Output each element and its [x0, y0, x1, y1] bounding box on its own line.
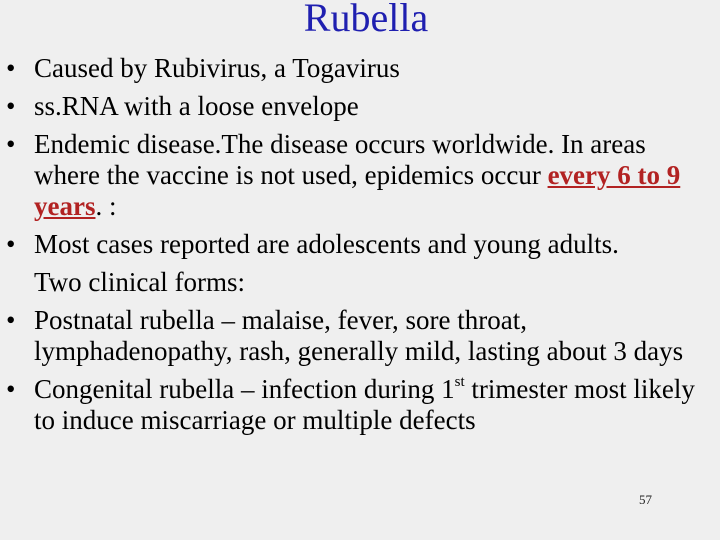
slide-title: Rubella [303, 0, 429, 40]
bullet-text: Congenital rubella – infection during 1 [34, 374, 455, 404]
page-number: 57 [639, 492, 652, 507]
bullet-text: Endemic disease.The disease occurs worldwide. In areas where the vaccine is not used, epidemics occur [34, 129, 646, 190]
bullet-item [0, 129, 720, 222]
bullet-text: Postnatal rubella – malaise, fever, sore throat, lymphadenopathy, rash, generally mild, lasting about 3 days [34, 305, 684, 366]
subheading [0, 267, 720, 298]
superscript: st [454, 374, 465, 390]
bullet-item [0, 305, 720, 367]
bullet-list [0, 53, 720, 443]
bullet-text-suffix: . : [95, 191, 117, 221]
bullet-item [0, 374, 720, 436]
bullet-text-suffix: trimester most likely to induce miscarriage or multiple defects [34, 374, 695, 435]
bullet-item [0, 53, 720, 84]
highlighted-text: every 6 to 9 years [34, 160, 681, 221]
bullet-text: Most cases reported are adolescents and young adults. [34, 229, 619, 259]
bullet-item [0, 229, 720, 260]
bullet-item [0, 91, 720, 122]
bullet-text: Caused by Rubivirus, a Togavirus [34, 53, 400, 83]
bullet-text: ss.RNA with a loose envelope [34, 91, 359, 121]
subheading-text: Two clinical forms: [34, 267, 246, 297]
